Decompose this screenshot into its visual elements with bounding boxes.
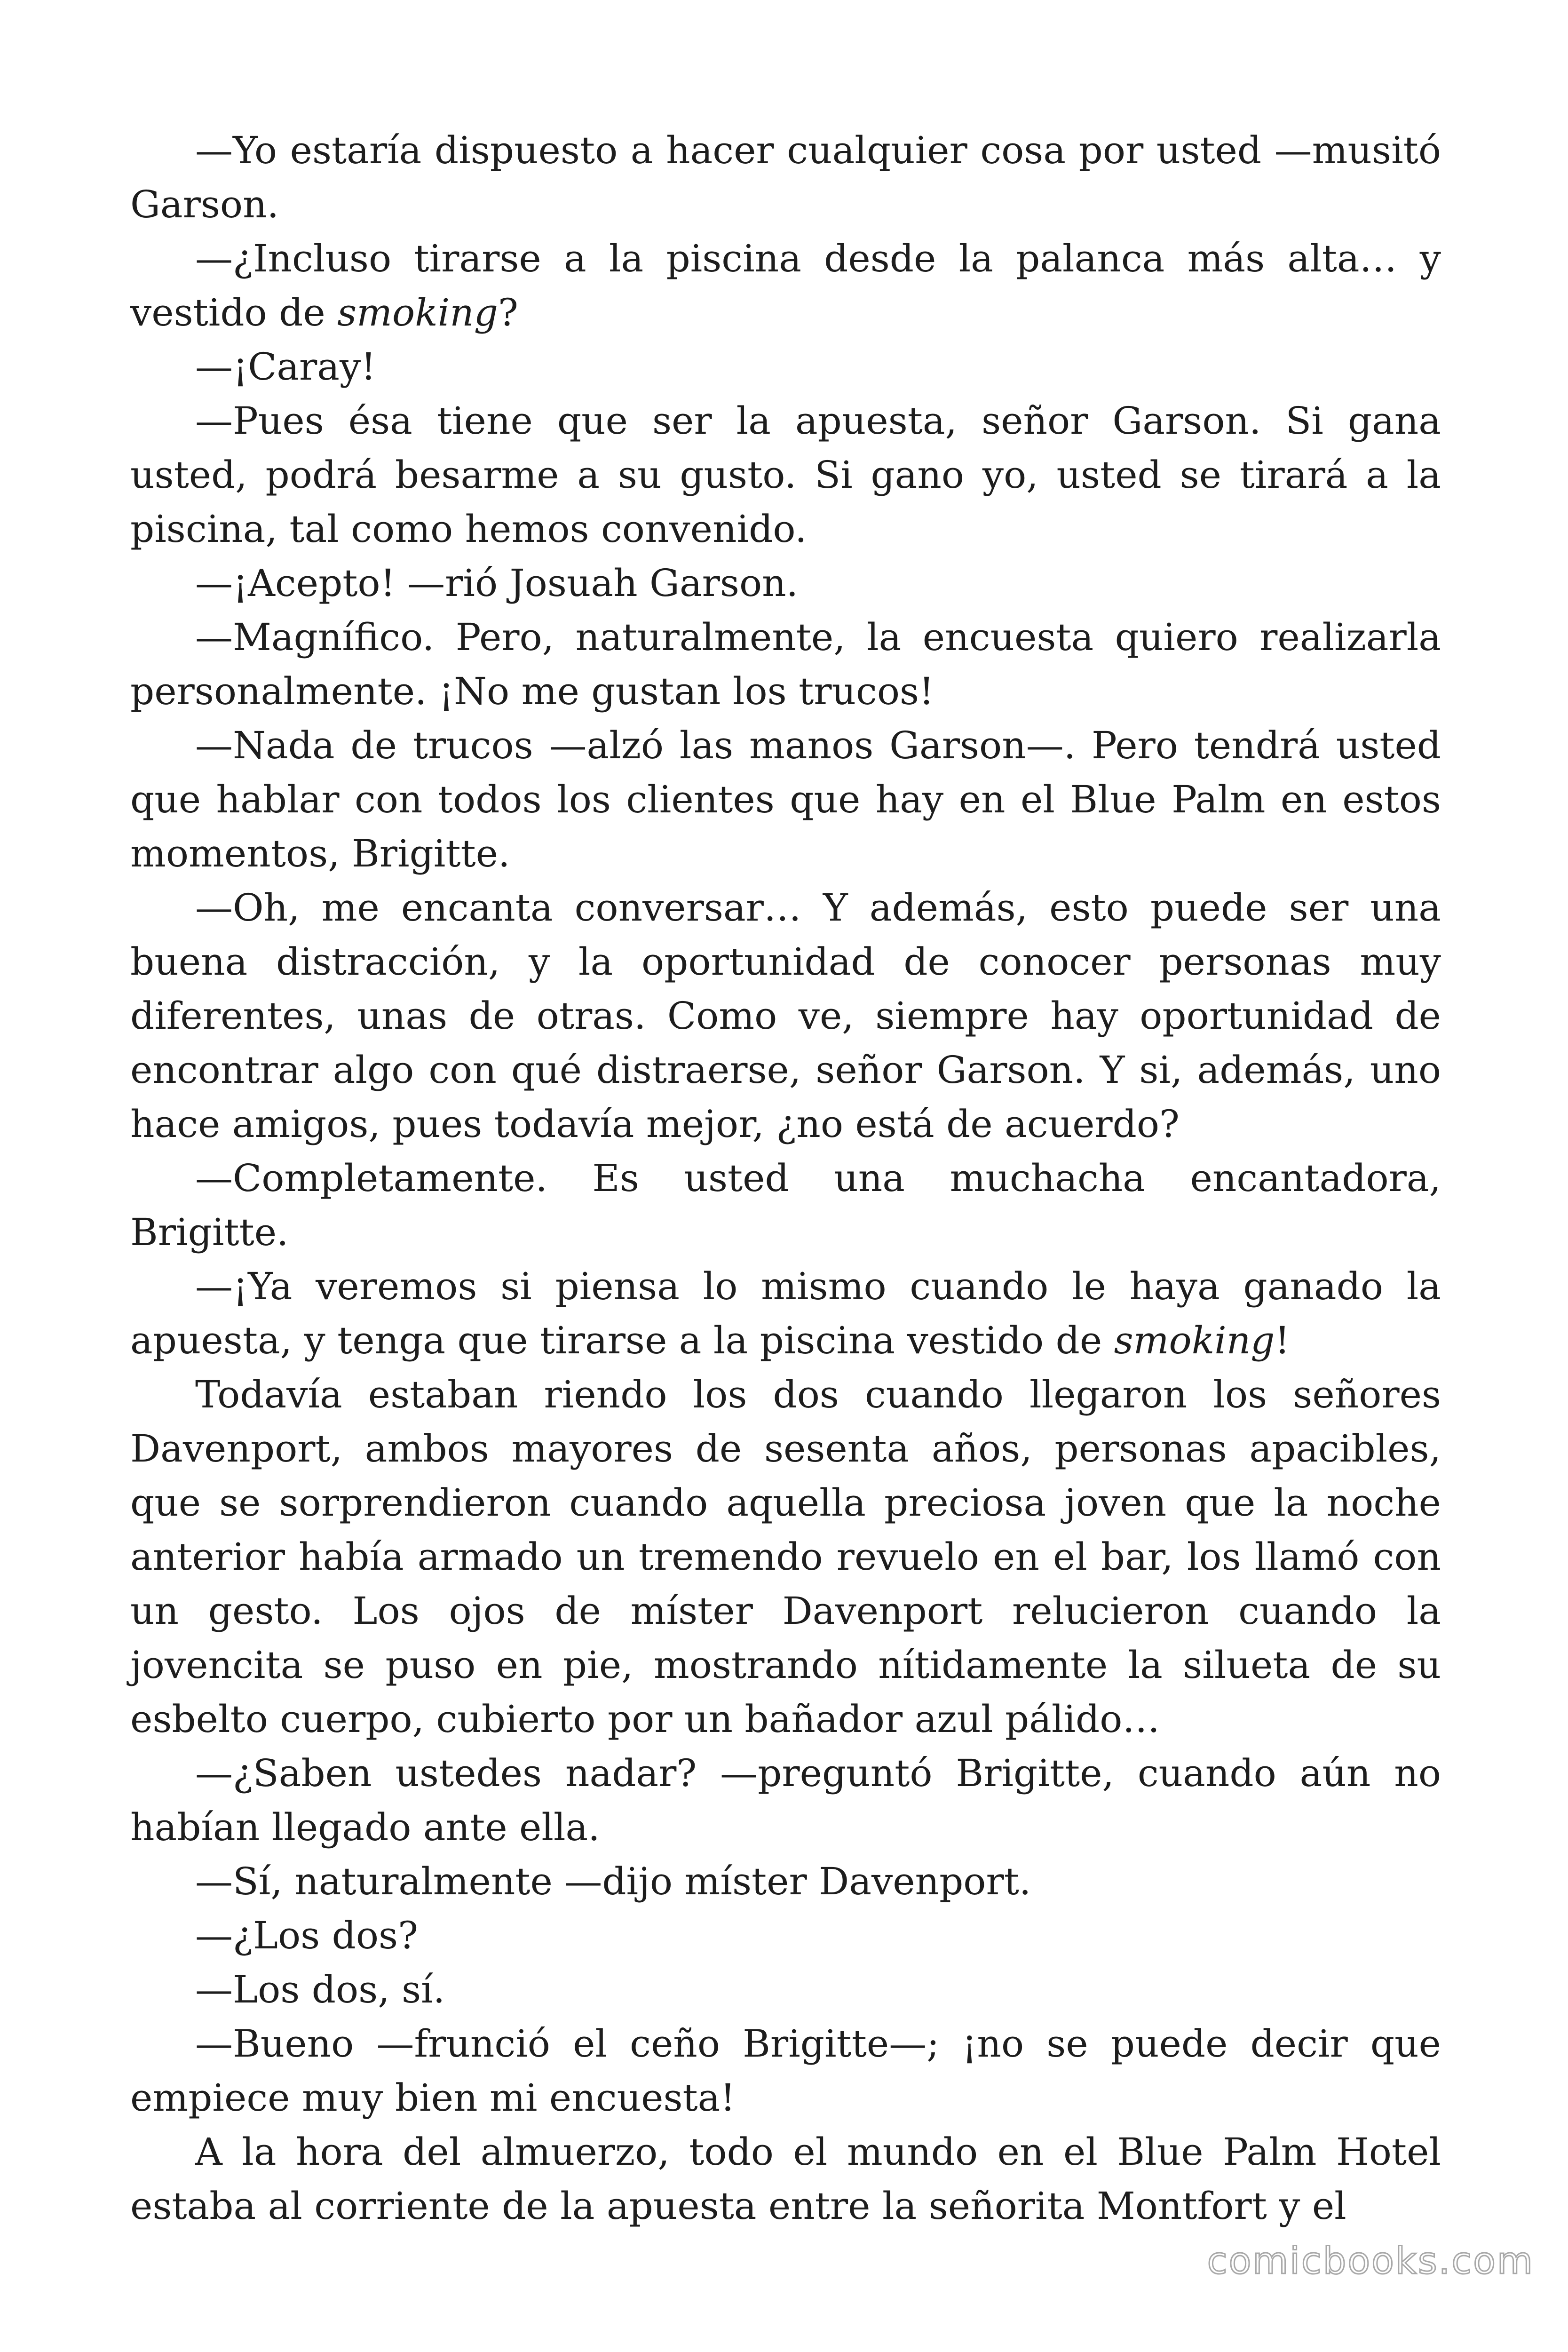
text-span: —Los dos, sí.	[195, 1968, 445, 2011]
site-watermark: comicbooks.com	[1207, 2240, 1534, 2282]
paragraph	[130, 2125, 1441, 2233]
paragraph	[130, 2017, 1441, 2125]
text-span: A la hora del almuerzo, todo el mundo en el Blue Palm Hotel estaba al corriente de la apuesta entre la señorita Montfort y el	[130, 2130, 1441, 2228]
paragraph	[130, 1259, 1441, 1367]
paragraph	[130, 1367, 1441, 1746]
text-span: —Nada de trucos —alzó las manos Garson—. Pero tendrá usted que hablar con todos los clientes que hay en el Blue Palm en estos momentos, Brigitte.	[130, 723, 1441, 875]
body-text	[130, 123, 1441, 2233]
paragraph	[130, 881, 1441, 1151]
paragraph	[130, 1908, 1441, 1963]
paragraph	[130, 556, 1441, 610]
text-span: ?	[498, 291, 518, 334]
text-span: —Yo estaría dispuesto a hacer cualquier cosa por usted —musitó Garson.	[130, 128, 1441, 226]
text-span: —¿Incluso tirarse a la piscina desde la palanca más alta… y vestido de	[130, 237, 1441, 334]
text-span: —Completamente. Es usted una muchacha encantadora, Brigitte.	[130, 1156, 1441, 1254]
text-span: —Bueno —frunció el ceño Brigitte—; ¡no se puede decir que empiece muy bien mi encuesta!	[130, 2022, 1441, 2120]
text-span: —¿Saben ustedes nadar? —preguntó Brigitte, cuando aún no habían llegado ante ella.	[130, 1751, 1441, 1849]
paragraph	[130, 1963, 1441, 2017]
text-span: !	[1275, 1319, 1290, 1362]
paragraph	[130, 123, 1441, 231]
paragraph	[130, 340, 1441, 394]
text-span: —¡Acepto! —rió Josuah Garson.	[195, 561, 799, 605]
text-span: —¡Caray!	[195, 345, 376, 389]
text-span: —Oh, me encanta conversar… Y además, esto puede ser una buena distracción, y la oportunidad de conocer personas muy diferentes, unas de otras. Como ve, siempre hay oportunidad de encontrar algo con qué distraerse, señor Garson. Y si, además, uno hace amigos, pues todavía mejor, ¿no está de acuerdo?	[130, 886, 1441, 1146]
text-span: —Pues ésa tiene que ser la apuesta, señor Garson. Si gana usted, podrá besarme a su gusto. Si gano yo, usted se tirará a la piscina, tal como hemos convenido.	[130, 399, 1441, 551]
paragraph	[130, 231, 1441, 340]
paragraph	[130, 610, 1441, 718]
text-span: —¿Los dos?	[195, 1914, 418, 1957]
paragraph	[130, 394, 1441, 556]
paragraph	[130, 1854, 1441, 1908]
text-span: Todavía estaban riendo los dos cuando llegaron los señores Davenport, ambos mayores de sesenta años, personas apacibles, que se sorprendieron cuando aquella preciosa joven que la noche anterior había armado un tremendo revuelo en el bar, los llamó con un gesto. Los ojos de míster Davenport relucieron cuando la jovencita se puso en pie, mostrando nítidamente la silueta de su esbelto cuerpo, cubierto por un bañador azul pálido…	[130, 1373, 1441, 1741]
text-span: —Sí, naturalmente —dijo míster Davenport.	[195, 1859, 1031, 1903]
text-span: —Magnífico. Pero, naturalmente, la encuesta quiero realizarla personalmente. ¡No me gustan los trucos!	[130, 615, 1441, 713]
paragraph	[130, 1746, 1441, 1854]
paragraph	[130, 718, 1441, 881]
italic-text: smoking	[1114, 1319, 1275, 1362]
italic-text: smoking	[337, 291, 498, 334]
paragraph	[130, 1151, 1441, 1259]
text-span: —¡Ya veremos si piensa lo mismo cuando le haya ganado la apuesta, y tenga que tirarse a la piscina vestido de	[130, 1264, 1441, 1362]
